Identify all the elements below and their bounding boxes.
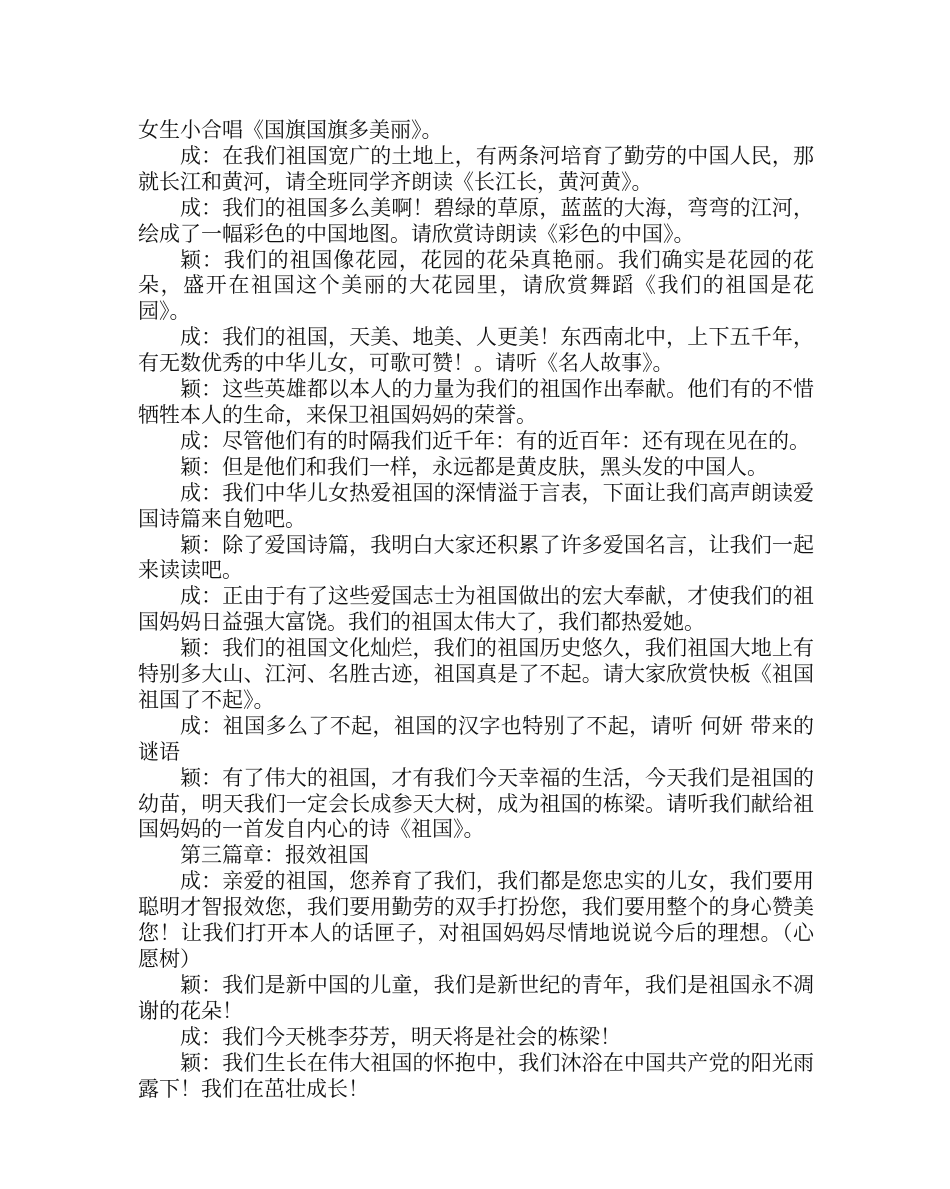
paragraph: 成：在我们祖国宽广的土地上，有两条河培育了勤劳的中国人民，那就长江和黄河，请全班同学齐朗读《长江长，黄河黄》。 <box>138 143 814 194</box>
paragraph: 颖：这些英雄都以本人的力量为我们的祖国作出奉献。他们有的不惜牺牲本人的生命，来保卫祖国妈妈的荣誉。 <box>138 377 814 427</box>
paragraph: 成：我们中华儿女热爱祖国的深情溢于言表，下面让我们高声朗读爱国诗篇来自勉吧。 <box>138 480 814 531</box>
section-heading: 第三篇章：报效祖国 <box>180 843 369 868</box>
paragraph: 成：亲爱的祖国，您养育了我们，我们都是您忠实的儿女，我们要用聪明才智报效您，我们要用勤劳的双手打扮您，我们要用整个的身心赞美您！让我们打开本人的话匣子，对祖国妈妈尽情地说说今后的理想。（心愿树） <box>138 869 814 971</box>
paragraph: 成：祖国多么了不起，祖国的汉字也特别了不起，请听 何妍 带来的谜语 <box>138 713 814 764</box>
paragraph: 颖：我们的祖国文化灿烂，我们的祖国历史悠久，我们祖国大地上有特别多大山、江河、名胜古迹，祖国真是了不起。请大家欣赏快板《祖国祖国了不起》。 <box>138 636 814 712</box>
paragraph: 颖：我们是新中国的儿童，我们是新世纪的青年，我们是祖国永不凋谢的花朵！ <box>138 972 814 1023</box>
paragraph: 颖：我们生长在伟大祖国的怀抱中，我们沐浴在中国共产党的阳光雨露下！我们在茁壮成长！ <box>138 1050 814 1101</box>
paragraph: 女生小合唱《国旗国旗多美丽》。 <box>138 118 443 142</box>
paragraph: 颖：除了爱国诗篇，我明白大家还积累了许多爱国名言，让我们一起来读读吧。 <box>138 532 814 583</box>
paragraph: 颖：我们的祖国像花园，花园的花朵真艳丽。我们确实是花园的花朵，盛开在祖国这个美丽的大花园里，请欣赏舞蹈《我们的祖国是花园》。 <box>138 247 814 324</box>
paragraph: 成：尽管他们有的时隔我们近千年：有的近百年：还有现在见在的。 <box>180 428 810 453</box>
document-page <box>138 118 814 1102</box>
paragraph: 成：我们的祖国多么美啊！碧绿的草原，蓝蓝的大海，弯弯的江河，绘成了一幅彩色的中国地图。请欣赏诗朗读《彩色的中国》。 <box>138 195 814 246</box>
paragraph: 颖：有了伟大的祖国，才有我们今天幸福的生活，今天我们是祖国的幼苗，明天我们一定会长成参天大树，成为祖国的栋梁。请听我们献给祖国妈妈的一首发自内心的诗《祖国》。 <box>138 765 814 842</box>
paragraph: 成：正由于有了这些爱国志士为祖国做出的宏大奉献，才使我们的祖国妈妈日益强大富饶。我们的祖国太伟大了，我们都热爱她。 <box>138 584 814 635</box>
paragraph: 成：我们的祖国，天美、地美、人更美！东西南北中，上下五千年，有无数优秀的中华儿女，可歌可赞！。请听《名人故事》。 <box>138 325 814 376</box>
paragraph: 成：我们今天桃李芬芳，明天将是社会的栋梁！ <box>180 1024 621 1049</box>
paragraph: 颖：但是他们和我们一样，永远都是黄皮肤，黑头发的中国人。 <box>180 454 768 479</box>
